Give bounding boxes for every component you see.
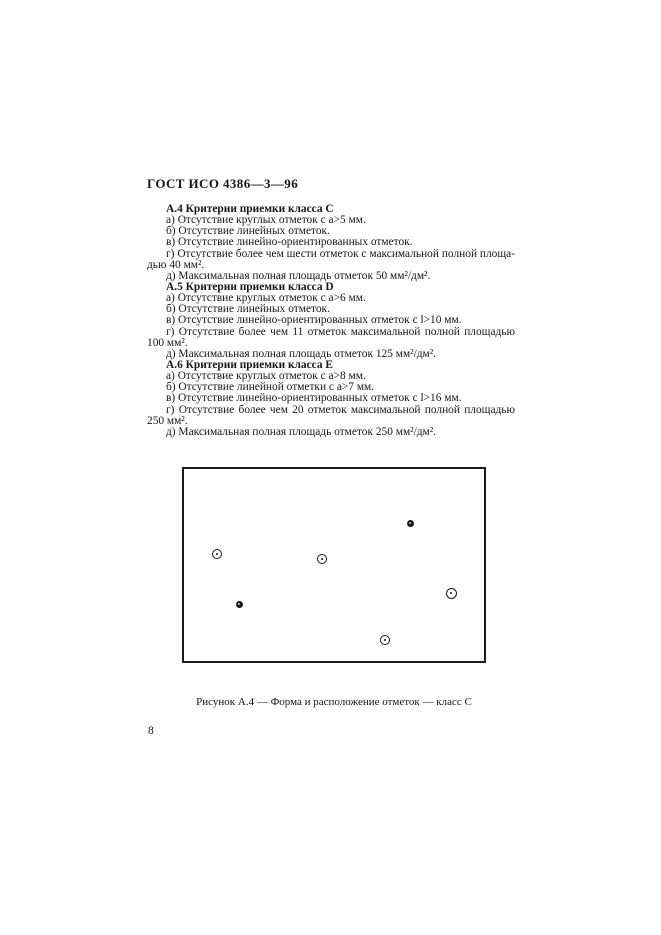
page-number: 8 (148, 725, 154, 737)
mark-center-dot (450, 592, 453, 595)
list-item-a5-b: б) Отсутствие линейных отметок. (166, 303, 330, 316)
list-item-a4-a: а) Отсутствие круглых отметок с а>5 мм. (166, 214, 366, 227)
circle-dot-mark (212, 549, 222, 559)
filled-dot-mark (236, 601, 243, 608)
circle-dot-mark (317, 554, 327, 564)
section-a6-heading: А.6 Критерии приемки класса Е (166, 358, 334, 371)
figure-box (182, 467, 486, 663)
list-item-a5-v: в) Отсутствие линейно-ориентированных отметок с l>10 мм. (166, 314, 462, 327)
list-item-a5-g-line2: 100 мм². (147, 336, 188, 349)
list-item-a4-g-line2: дью 40 мм². (147, 258, 205, 271)
mark-center-dot (238, 603, 240, 605)
document-header: ГОСТ ИСО 4386—3—96 (147, 176, 299, 191)
filled-dot-mark (407, 520, 414, 527)
list-item-a4-g-line1: г) Отсутствие более чем шести отметок с максимальной полной площа- (166, 247, 515, 260)
circle-dot-mark (446, 588, 457, 599)
figure-caption: Рисунок А.4 — Форма и расположение отметок — класс С (196, 696, 472, 708)
list-item-a6-b: б) Отсутствие линейной отметки с а>7 мм. (166, 381, 375, 394)
list-item-a6-v: в) Отсутствие линейно-ориентированных отметок с l>16 мм. (166, 392, 462, 405)
list-item-a6-d: д) Максимальная полная площадь отметок 250 мм²/дм². (166, 425, 437, 438)
section-a4-heading: А.4 Критерии приемки класса С (166, 203, 334, 215)
mark-center-dot (216, 553, 219, 556)
list-item-a4-d: д) Максимальная полная площадь отметок 50 мм²/дм². (166, 269, 431, 282)
section-a4 (147, 204, 515, 282)
list-item-a4-b: б) Отсутствие линейных отметок. (166, 225, 330, 238)
section-a5 (147, 282, 515, 360)
list-item-a5-a: а) Отсутствие круглых отметок с а>6 мм. (166, 292, 366, 305)
mark-center-dot (409, 522, 411, 524)
text-block (147, 204, 515, 438)
list-item-a6-g-line1: г) Отсутствие более чем 20 отметок максимальной полной площадью (166, 403, 515, 416)
list-item-a6-a: а) Отсутствие круглых отметок с а>8 мм. (166, 370, 366, 383)
mark-center-dot (384, 639, 387, 642)
list-item-a5-d: д) Максимальная полная площадь отметок 125 мм²/дм². (166, 347, 437, 360)
list-item-a6-g-line2: 250 мм². (147, 414, 188, 427)
section-a6 (147, 360, 515, 438)
list-item-a5-g-line1: г) Отсутствие более чем 11 отметок максимальной полной площадью (166, 325, 515, 338)
list-item-a4-v: в) Отсутствие линейно-ориентированных отметок. (166, 236, 413, 249)
section-a5-heading: А.5 Критерии приемки класса D (166, 280, 334, 293)
circle-dot-mark (380, 635, 390, 645)
mark-center-dot (321, 558, 324, 561)
